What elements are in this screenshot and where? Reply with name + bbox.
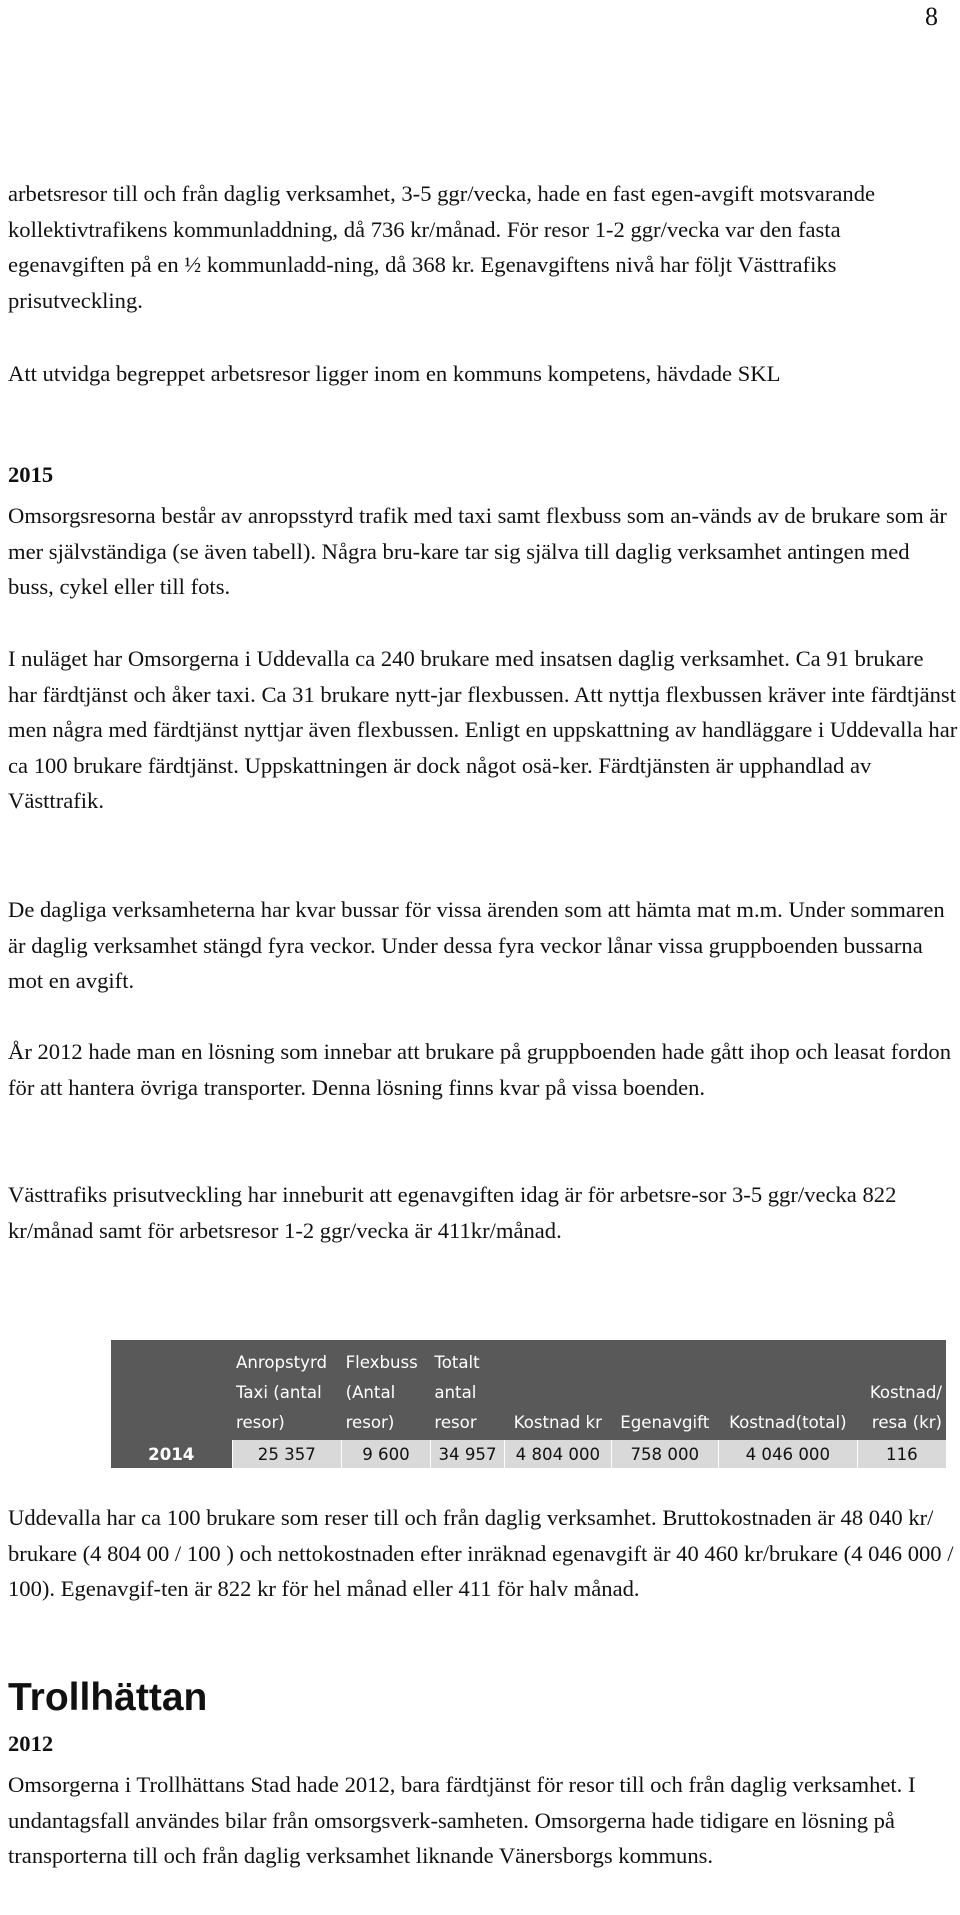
table-row (111, 1440, 946, 1468)
table-cell-anropstyrd: 25 357 (232, 1440, 342, 1468)
paragraph-dagliga-verksamheterna: De dagliga verksamheterna har kvar bussar för vissa ärenden som att hämta mat m.m. Under sommaren är daglig verksamhet stängd fyra veckor. Under dessa fyra veckor lånar vissa gruppboenden bussarna mot en avgift. (8, 897, 945, 994)
table-header-anropstyrd: Anropstyrd Taxi (antal resor) (232, 1340, 342, 1440)
table-cell-totalt: 34 957 (430, 1440, 504, 1468)
table-cell-flexbuss: 9 600 (342, 1440, 431, 1468)
paragraph-ar-2012: År 2012 hade man en lösning som innebar att brukare på gruppboenden hade gått ihop och leasat fordon för att hantera övriga transporter. Denna lösning finns kvar på vissa boenden. (8, 1039, 952, 1100)
cost-table (111, 1340, 946, 1468)
year-heading-2012: 2012 (8, 1731, 54, 1756)
table-header-egenavgift: Egenavgift (611, 1340, 718, 1440)
year-heading-2015: 2015 (8, 462, 54, 487)
table-header-row (111, 1340, 946, 1440)
table-header-flexbuss: Flexbuss (Antal resor) (342, 1340, 431, 1440)
table-header-kostnad: Kostnad kr (505, 1340, 612, 1440)
section-heading-trollhattan: Trollhättan (8, 1676, 208, 1719)
table-header-kostnad-per-resa: Kostnad/ resa (kr) (857, 1340, 946, 1440)
table-header-corner (111, 1340, 232, 1440)
table-row-year: 2014 (111, 1440, 232, 1468)
table-cell-kostnad: 4 804 000 (505, 1440, 612, 1468)
paragraph-uddevalla-kostnad: Uddevalla har ca 100 brukare som reser till och från daglig verksamhet. Bruttokostnaden är 48 040 kr/ brukare (4 804 00 / 100 ) och nettokostnaden efter inräknad egenavgift är 40 460 kr/brukare (4 046 000 / 100). Egenavgif-ten är 822 kr för hel månad eller 411 för halv månad. (8, 1505, 954, 1602)
paragraph-omsorgsresorna: Omsorgsresorna består av anropsstyrd trafik med taxi samt flexbuss som an-vänds av de brukare som är mer självständiga (se även tabell). Några bru-kare tar sig själva till daglig verksamhet antingen med buss, cykel eller till fots. (8, 503, 947, 600)
table-cell-egenavgift: 758 000 (611, 1440, 718, 1468)
table-cell-kostnad-total: 4 046 000 (718, 1440, 857, 1468)
table-cell-kostnad-per-resa: 116 (857, 1440, 946, 1468)
paragraph-skl: Att utvidga begreppet arbetsresor ligger inom en kommuns kompetens, hävdade SKL (8, 361, 781, 386)
table-header-kostnad-total: Kostnad(total) (718, 1340, 857, 1440)
table-header-totalt: Totalt antal resor (430, 1340, 504, 1440)
paragraph-arbetsresor: arbetsresor till och från daglig verksamhet, 3-5 ggr/vecka, hade en fast egen-avgift motsvarande kollektivtrafikens kommunladdning, då 736 kr/månad. För resor 1-2 ggr/vecka var den fasta egenavgiften på en ½ kommunladd-ning, då 368 kr. Egenavgiftens nivå har följt Västtrafiks prisutveckling. (8, 181, 876, 313)
page-number: 8 (925, 2, 938, 31)
paragraph-trollhattan: Omsorgerna i Trollhättans Stad hade 2012, bara färdtjänst för resor till och från daglig verksamhet. I undantagsfall användes bilar från omsorgsverk-samheten. Omsorgerna hade tidigare en lösning på transporterna till och från daglig verksamhet liknande Vänersborgs kommuns. (8, 1772, 916, 1869)
paragraph-nulaget: I nuläget har Omsorgerna i Uddevalla ca 240 brukare med insatsen daglig verksamhet. Ca 91 brukare har färdtjänst och åker taxi. Ca 31 brukare nytt-jar flexbussen. Att nyttja flexbussen kräver inte färdtjänst men några med färdtjänst nyttjar även flexbussen. Enligt en uppskattning av handläggare i Uddevalla har ca 100 brukare färdtjänst. Uppskattningen är dock något osä-ker. Färdtjänsten är upphandlad av Västtrafik. (8, 646, 958, 814)
paragraph-vasttrafik-prisutveckling: Västtrafiks prisutveckling har inneburit att egenavgiften idag är för arbetsre-sor 3-5 ggr/vecka 822 kr/månad samt för arbetsresor 1-2 ggr/vecka är 411kr/månad. (8, 1182, 897, 1243)
